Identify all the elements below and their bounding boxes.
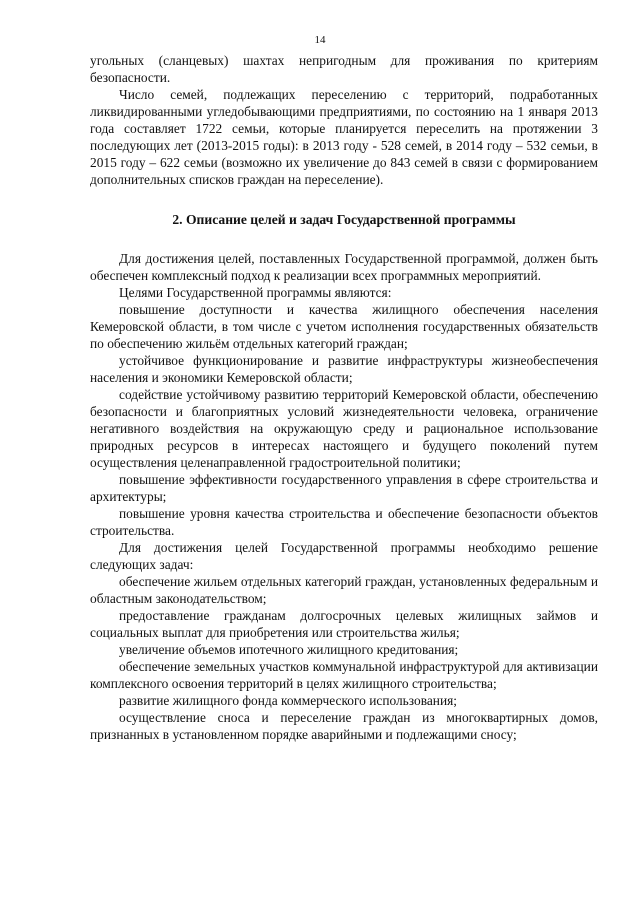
paragraph: обеспечение земельных участков коммунальной инфраструктурой для активизации комплексного освоения территорий в целях жилищного строительства;: [90, 659, 598, 691]
paragraph: содействие устойчивому развитию территорий Кемеровской области, обеспечению безопасности и благоприятных условий жизнедеятельности человека, ограничение негативного воздействия на окружающую среду и рациональное использование природных ресурсов в интересах настоящего и будущего поколений путем осуществления целенаправленной градостроительной политики;: [90, 387, 598, 470]
goals-paragraphs: [90, 250, 598, 743]
paragraph: обеспечение жильем отдельных категорий граждан, установленных федеральным и областным законодательством;: [90, 574, 598, 606]
intro-paragraphs: [90, 52, 598, 188]
paragraph: повышение эффективности государственного управления в сфере строительства и архитектуры;: [90, 472, 598, 504]
document-body: [90, 52, 598, 743]
paragraph: устойчивое функционирование и развитие инфраструктуры жизнеобеспечения населения и экономики Кемеровской области;: [90, 353, 598, 385]
paragraph: увеличение объемов ипотечного жилищного кредитования;: [119, 642, 459, 657]
section-heading: 2. Описание целей и задач Государственной программы: [172, 212, 516, 227]
paragraph: осуществление сноса и переселение граждан из многоквартирных домов, признанных в установленном порядке аварийными и подлежащими сносу;: [90, 710, 598, 742]
paragraph: предоставление гражданам долгосрочных целевых жилищных займов и социальных выплат для приобретения или строительства жилья;: [90, 608, 598, 640]
paragraph: Для достижения целей, поставленных Государственной программой, должен быть обеспечен комплексный подход к реализации всех программных мероприятий.: [90, 251, 598, 283]
paragraph: Число семей, подлежащих переселению с территорий, подработанных ликвидированными угледобывающими предприятиями, по состоянию на 1 января 2013 года составляет 1722 семьи, которые планируется переселить на протяжении 3 последующих лет (2013-2015 годы): в 2013 году - 528 семей, в 2014 году – 532 семьи, в 2015 году – 622 семьи (возможно их увеличение до 843 семей в связи с формированием дополнительных списков граждан на переселение).: [90, 87, 598, 187]
paragraph: повышение доступности и качества жилищного обеспечения населения Кемеровской области, в том числе с учетом исполнения государственных обязательств по обеспечению жильём отдельных категорий граждан;: [90, 302, 598, 351]
paragraph: Целями Государственной программы являются:: [119, 285, 392, 300]
paragraph: повышение уровня качества строительства и обеспечение безопасности объектов строительства.: [90, 506, 598, 538]
paragraph: развитие жилищного фонда коммерческого использования;: [119, 693, 457, 708]
page-number: 14: [314, 34, 326, 46]
paragraph: Для достижения целей Государственной программы необходимо решение следующих задач:: [90, 540, 598, 572]
paragraph: угольных (сланцевых) шахтах непригодным для проживания по критериям безопасности.: [90, 53, 598, 85]
